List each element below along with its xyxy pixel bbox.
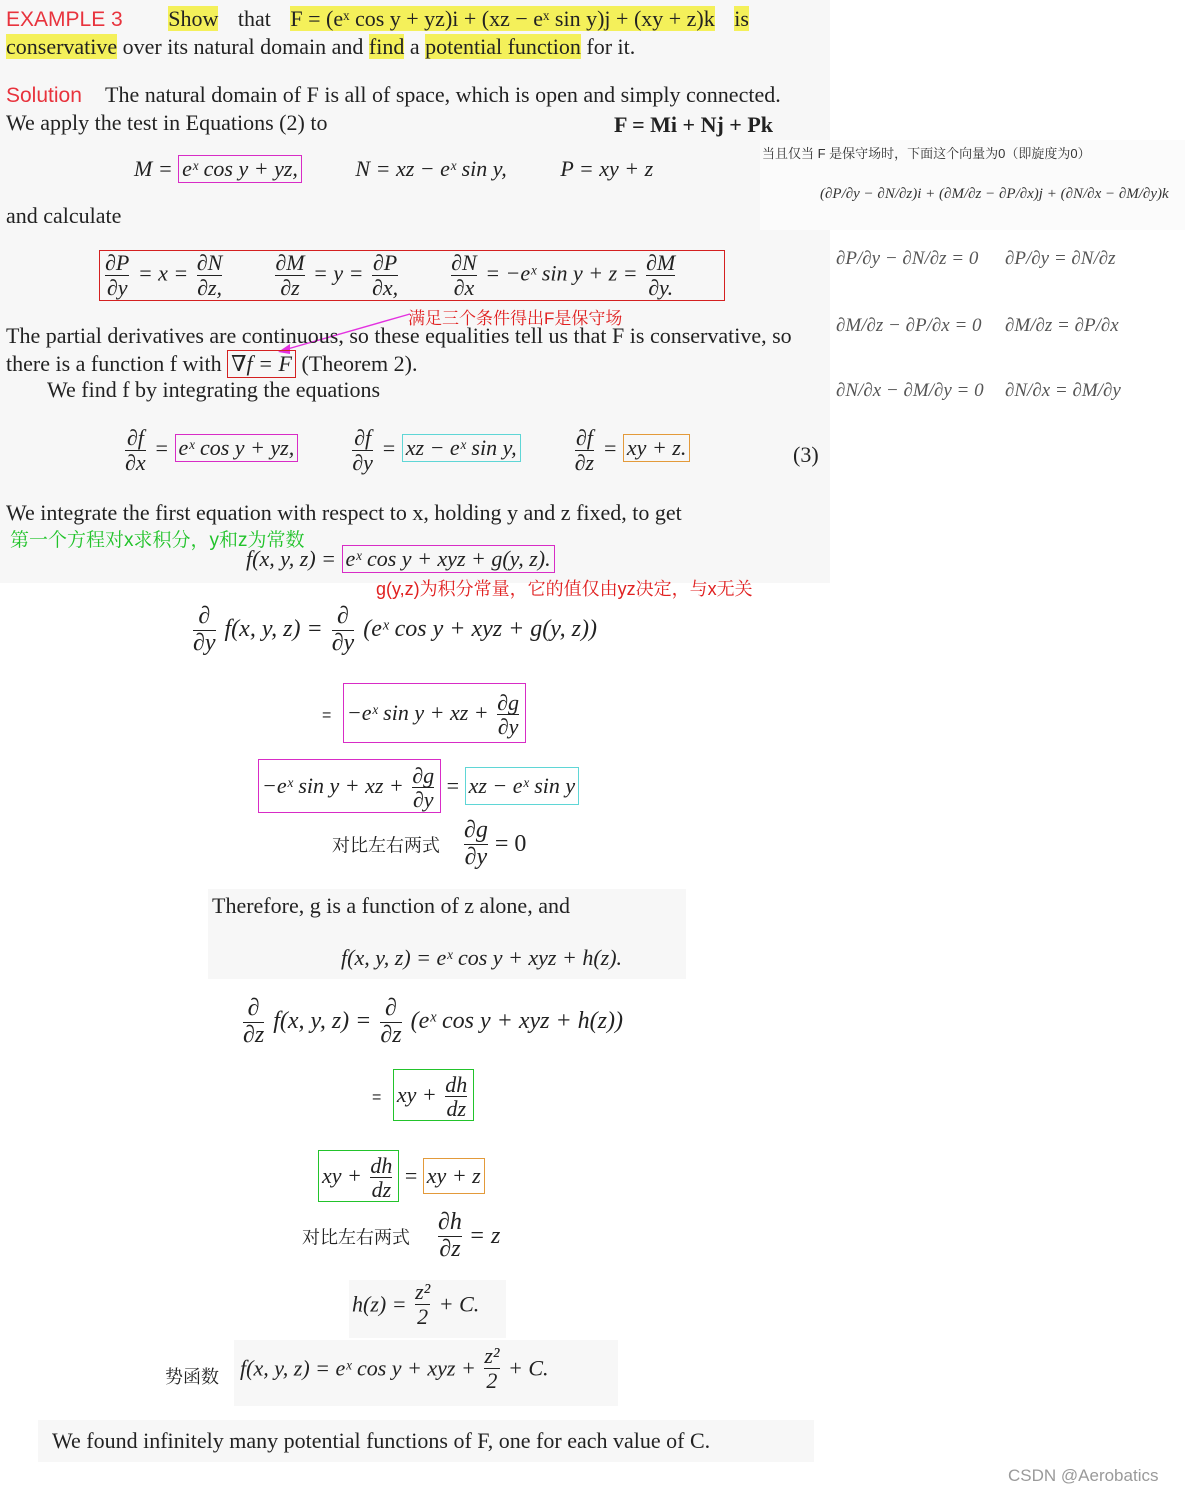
condition-1b: ∂P/∂y = ∂N/∂z	[1005, 248, 1116, 269]
solution-line-2: We apply the test in Equations (2) to	[6, 110, 328, 135]
m-lhs: M =	[134, 156, 173, 181]
continuous-line-1: The partial derivatives are continuous, so these equalities tell us that F is conservative, so	[6, 323, 792, 348]
m-n-p-definitions	[134, 155, 653, 183]
condition-2a: ∂M/∂z − ∂P/∂x = 0	[836, 315, 982, 336]
fz-box: xy + z.	[623, 434, 690, 462]
solution-label: Solution	[6, 84, 82, 107]
dz-match-row: xy + $\frac{dh}{dz}$ = xy + z	[318, 1150, 485, 1202]
word-a: a	[409, 34, 420, 59]
example-line-1	[6, 6, 749, 32]
final-potential: f(x, y, z) = eˣ cos y + xyz + $\frac{\text{z²}}{2}$ + C.	[240, 1343, 549, 1393]
equation-number: (3)	[793, 442, 819, 467]
h-result: h(z) = $\frac{\text{z²}}{2}$ + C.	[352, 1279, 480, 1329]
dz-match-right-box: xy + z	[423, 1158, 485, 1194]
dz-result-row: = xy + $\frac{dh}{dz}$	[372, 1069, 474, 1121]
m-value-box: eˣ cos y + yz,	[178, 155, 302, 183]
dy-result-box: −eˣ sin y + xz + $\frac{\partial g}{\partial y}$	[343, 683, 526, 743]
dy-match-row: −eˣ sin y + xz + $\frac{\partial g}{\partial y}$ = xz − eˣ sin y	[258, 759, 579, 813]
word-conservative: conservative	[6, 34, 118, 59]
p-equation: P = xy + z	[560, 156, 654, 181]
compare-note-1: 对比左右两式	[332, 835, 440, 856]
condition-3b: ∂N/∂x = ∂M/∂y	[1005, 380, 1121, 401]
gradient-box: ∇f = F	[227, 350, 296, 378]
example-label: EXAMPLE 3	[6, 8, 123, 31]
solution-text-1: The natural domain of F is all of space, which is open and simply connected.	[105, 82, 781, 107]
example-line-2	[6, 34, 635, 60]
condition-1a: ∂P/∂y − ∂N/∂z = 0	[836, 248, 979, 269]
condition-3a: ∂N/∂x − ∂M/∂y = 0	[836, 380, 984, 401]
integrate-line: We integrate the first equation with respect to x, holding y and z fixed, to get	[6, 500, 682, 525]
three-conditions-note: 满足三个条件得出F是保守场	[408, 309, 623, 328]
word-that: that	[237, 6, 271, 31]
f-integrated-box: eˣ cos y + xyz + g(y, z).	[342, 545, 555, 573]
f-after-integration: f(x, y, z) = eˣ cos y + xyz + g(y, z).	[246, 545, 555, 573]
dy-match-right-box: xz − eˣ sin y	[465, 767, 580, 805]
dy-result-row: = −eˣ sin y + xz + $\frac{\partial g}{\partial y}$	[322, 683, 526, 743]
dz-match-left-box: xy + $\frac{dh}{dz}$	[318, 1150, 399, 1202]
dy-match-left-box: −eˣ sin y + xz + $\frac{\partial g}{\partial y}$	[258, 759, 441, 813]
fy-box: xz − eˣ sin y,	[402, 434, 521, 462]
example-end-text: for it.	[586, 34, 636, 59]
example-mid-text: over its natural domain and	[122, 34, 364, 59]
word-is: is	[734, 6, 749, 31]
word-show: Show	[168, 6, 219, 31]
compare-note-2: 对比左右两式	[302, 1227, 410, 1248]
curl-vector: (∂P/∂y − ∂N/∂z)i + (∂M/∂z − ∂P/∂x)j + (∂N/∂x − ∂M/∂y)k	[820, 186, 1169, 202]
g-constant-note: g(y,z)为积分常量，它的值仅由yz决定，与x无关	[376, 579, 753, 599]
condition-2b: ∂M/∂z = ∂P/∂x	[1005, 315, 1119, 336]
and-calculate: and calculate	[6, 203, 122, 228]
dy-equation: $\frac{\partial}{\partial y}$ f(x, y, z) = $\frac{\partial}{\partial y}$ (eˣ cos y + xyz + g(y, z))	[193, 603, 597, 656]
n-equation: N = xz − eˣ sin y,	[355, 156, 507, 181]
f-with-h: f(x, y, z) = eˣ cos y + xyz + h(z).	[341, 945, 623, 970]
compare-row-1: 对比左右两式 $\frac{\partial g}{\partial y}$ = 0	[332, 817, 527, 870]
field-definition: F = (eˣ cos y + yz)i + (xz − eˣ sin y)j + (xy + z)k	[290, 6, 715, 31]
find-line: We find f by integrating the equations	[47, 377, 381, 402]
first-eq-note: 第一个方程对x求积分，y和z为常数	[10, 530, 305, 551]
word-potential-function: potential function	[425, 34, 581, 59]
integration-equations: $\frac{\partial f}{\partial x}$ = eˣ cos y + yz, $\frac{\partial f}{\partial y}$ = xz − eˣ sin y, $\frac{\partial f}{\partial z}$ = xy + z.	[122, 426, 690, 475]
word-find: find	[368, 34, 405, 59]
watermark: CSDN @Aerobatics	[1008, 1466, 1159, 1485]
curl-header-note: 当且仅当 F 是保守场时，下面这个向量为0（即旋度为0）	[762, 146, 1091, 161]
conclusion-line: We found infinitely many potential functions of F, one for each value of C.	[52, 1428, 711, 1453]
compare-row-2: 对比左右两式 $\frac{\partial h}{\partial z}$ = z	[302, 1209, 501, 1262]
fx-box: eˣ cos y + yz,	[175, 434, 299, 462]
partials-box: $\frac{\partial P}{\partial y}$ = x = $\frac{\partial N}{\partial z,}$ $\frac{\partial M}{\partial z}$ = y = $\frac{\partial P}{\partial x,}$ $\frac{\partial N}{\partial x}$ = −eˣ sin y + z = $\frac{\partial M}{\partial y.}$	[99, 250, 725, 301]
dz-equation: $\frac{\partial}{\partial z}$ f(x, y, z) = $\frac{\partial}{\partial z}$ (eˣ cos y + xyz + h(z))	[243, 995, 623, 1048]
potential-label: 势函数	[165, 1367, 219, 1387]
dz-result-box: xy + $\frac{dh}{dz}$	[393, 1069, 474, 1121]
therefore-line: Therefore, g is a function of z alone, and	[212, 893, 570, 918]
mnp-decomposition: F = Mi + Nj + Pk	[614, 112, 773, 137]
solution-line-1	[6, 82, 781, 108]
continuous-line-2: there is a function f with ∇f = F (Theorem 2).	[6, 351, 418, 376]
